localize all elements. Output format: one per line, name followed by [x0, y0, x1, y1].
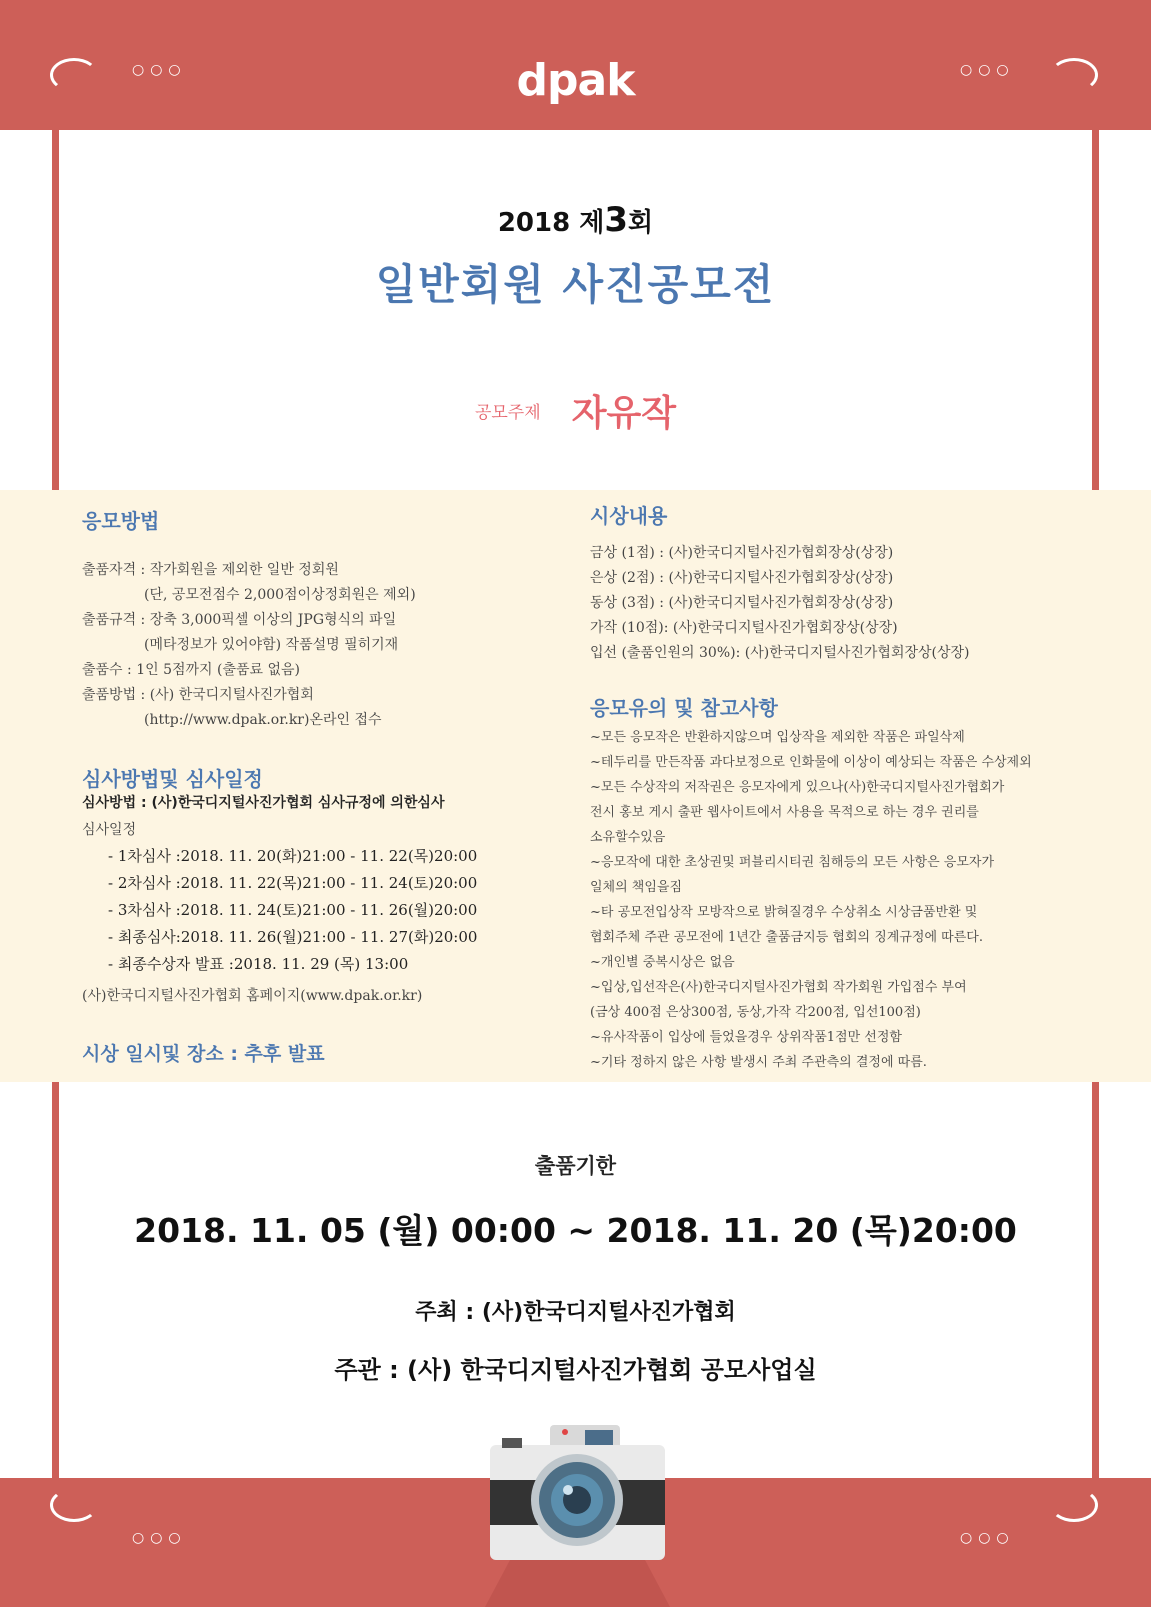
host-line: 주최 : (사)한국디지털사진가협회: [415, 1300, 736, 1325]
entry-line: 출품수 : 1인 5점까지 (출품료 없음): [82, 662, 300, 678]
schedule-item: - 2차심사 :2018. 11. 22(목)21:00 - 11. 24(토)20:00: [108, 874, 478, 892]
deadline-value: 2018. 11. 05 (월) 00:00 ~ 2018. 11. 20 (목)20:00: [134, 1211, 1017, 1250]
camera-icon: [470, 1420, 685, 1607]
entry-line: (http://www.dpak.or.kr)온라인 접수: [144, 712, 382, 728]
notes-title: 응모유의 및 참고사항: [590, 696, 778, 720]
dots-bottom-left-icon: ○○○: [132, 1530, 187, 1546]
dpak-logo: dpak: [516, 55, 635, 106]
entry-line: (메타정보가 있어야함) 작품설명 필히기재: [144, 637, 399, 653]
note-line: 전시 홍보 게시 출판 웹사이트에서 사용을 목적으로 하는 경우 권리를: [590, 805, 979, 820]
note-line: ~타 공모전입상작 모방작으로 밝혀질경우 수상취소 시상금품반환 및: [590, 905, 978, 920]
entry-line: (단, 공모전점수 2,000점이상정회원은 제외): [144, 587, 416, 603]
left-column: [82, 505, 562, 1066]
note-line: 소유할수있음: [590, 830, 666, 845]
review-homepage: (사)한국디지털사진가협회 홈페이지(www.dpak.or.kr): [82, 988, 423, 1004]
dots-top-left-icon: ○○○: [132, 62, 187, 78]
edition-heading: 2018 제3회: [497, 200, 654, 240]
dots-bottom-right-icon: ○○○: [960, 1530, 1015, 1546]
schedule-item: - 최종심사:2018. 11. 26(월)21:00 - 11. 27(화)20:00: [108, 928, 478, 946]
theme-value: 자유작: [571, 393, 677, 434]
note-line: ~모든 응모작은 반환하지않으며 입상작을 제외한 작품은 파일삭제: [590, 730, 965, 745]
note-line: ~입상,입선작은(사)한국디지털사진가협회 작가회원 가입점수 부여: [590, 980, 967, 995]
schedule-item: - 최종수상자 발표 :2018. 11. 29 (목) 13:00: [108, 955, 409, 973]
theme-row: [0, 385, 1151, 436]
award-line: 은상 (2점) : (사)한국디지털사진가협회장상(상장): [590, 570, 894, 586]
review-method: 심사방법 : (사)한국디지털사진가협회 심사규정에 의한심사: [82, 795, 445, 811]
note-line: 일체의 책임을짐: [590, 880, 683, 895]
entry-title: 응모방법: [82, 509, 160, 533]
right-column: [590, 500, 1110, 1075]
ornament-bottom-right-icon: [1050, 1488, 1098, 1522]
dots-top-right-icon: ○○○: [960, 62, 1015, 78]
award-line: 가작 (10점): (사)한국디지털사진가협회장상(상장): [590, 620, 898, 636]
ceremony-info: 시상 일시및 장소 : 추후 발표: [82, 1043, 325, 1065]
note-line: 협회주체 주관 공모전에 1년간 출품금지등 협회의 징계규정에 따른다.: [590, 930, 983, 945]
organizer-line: 주관 : (사) 한국디지털사진가협회 공모사업실: [334, 1356, 817, 1384]
theme-label: 공모주제: [474, 403, 541, 423]
entry-line: 출품자격 : 작가회원을 제외한 일반 정회원: [82, 562, 339, 578]
note-line: ~테두리를 만든작품 과다보정으로 인화물에 이상이 예상되는 작품은 수상제외: [590, 755, 1032, 770]
deadline-label: 출품기한: [534, 1154, 617, 1178]
note-line: ~유사작품이 입상에 들었을경우 상위작품1점만 선정함: [590, 1030, 902, 1045]
award-line: 동상 (3점) : (사)한국디지털사진가협회장상(상장): [590, 595, 894, 611]
schedule-item: - 1차심사 :2018. 11. 20(화)21:00 - 11. 22(목)20:00: [108, 847, 478, 865]
entry-line: 출품규격 : 장축 3,000픽셀 이상의 JPG형식의 파일: [82, 612, 397, 628]
note-line: ~기타 정하지 않은 사항 발생시 주최 주관측의 결정에 따름.: [590, 1055, 927, 1070]
award-line: 입선 (출품인원의 30%): (사)한국디지털사진가협회장상(상장): [590, 645, 970, 661]
review-schedule-label: 심사일정: [82, 822, 137, 838]
note-line: (금상 400점 은상300점, 동상,가작 각200점, 입선100점): [590, 1005, 921, 1020]
ornament-bottom-left-icon: [50, 1488, 98, 1522]
schedule-item: - 3차심사 :2018. 11. 24(토)21:00 - 11. 26(월)20:00: [108, 901, 478, 919]
review-title: 심사방법및 심사일정: [82, 767, 263, 791]
page-title: 일반회원 사진공모전: [375, 260, 776, 309]
note-line: ~응모작에 대한 초상권및 퍼블리시티권 침해등의 모든 사항은 응모자가: [590, 855, 995, 870]
note-line: ~모든 수상작의 저작권은 응모자에게 있으나(사)한국디지털사진가협회가: [590, 780, 1005, 795]
note-line: ~개인별 중복시상은 없음: [590, 955, 735, 970]
award-line: 금상 (1점) : (사)한국디지털사진가협회장상(상장): [590, 545, 894, 561]
awards-title: 시상내용: [590, 504, 668, 528]
entry-line: 출품방법 : (사) 한국디지털사진가협회: [82, 687, 314, 703]
